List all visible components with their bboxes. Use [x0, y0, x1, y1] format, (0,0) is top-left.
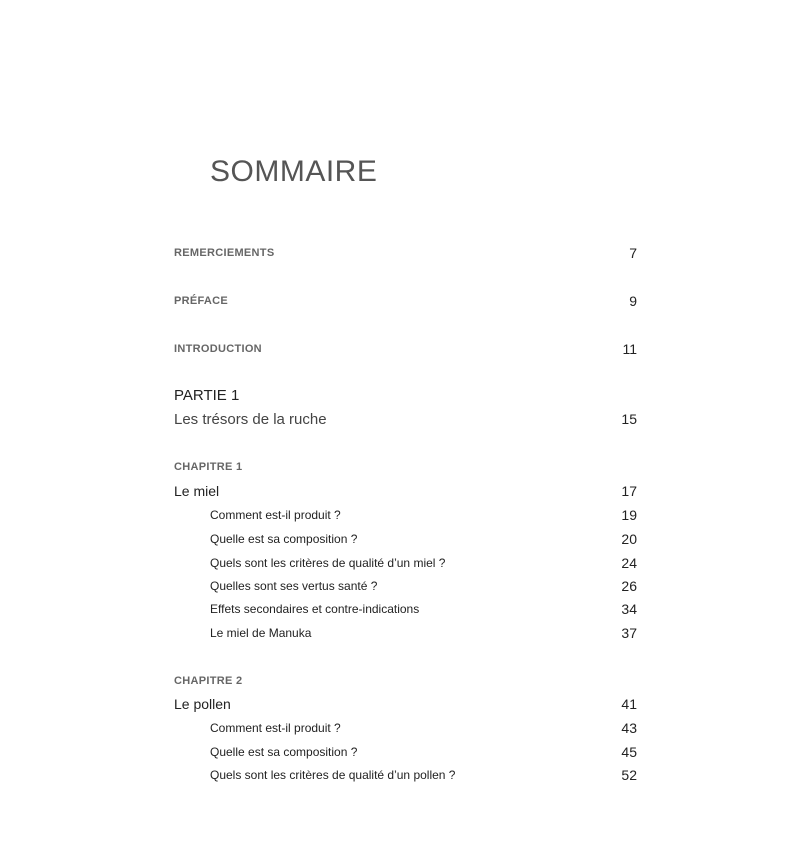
toc-entry-preface	[174, 289, 637, 313]
section-label: Effets secondaires et contre-indications	[210, 602, 420, 616]
page-title: SOMMAIRE	[210, 155, 378, 188]
toc-section-entry	[210, 551, 637, 575]
toc-entry-label: PRÉFACE	[174, 295, 229, 307]
toc-entry-page: 34	[621, 601, 637, 617]
chapter-title: Le pollen	[174, 696, 231, 712]
toc-section-entry	[210, 716, 637, 740]
toc-entry-page: 26	[621, 578, 637, 594]
toc-entry-remerciements	[174, 241, 637, 265]
section-label: Le miel de Manuka	[210, 626, 312, 640]
toc-entry-page: 45	[621, 744, 637, 760]
chapter-title: Le miel	[174, 483, 220, 499]
toc-section-entry	[210, 763, 637, 787]
toc-entry-page: 52	[621, 767, 637, 783]
toc-entry-page: 43	[621, 720, 637, 736]
toc-entry-introduction	[174, 337, 637, 361]
section-label: Comment est-il produit ?	[210, 508, 341, 522]
toc-entry-page: 11	[622, 341, 637, 357]
section-label: Quelle est sa composition ?	[210, 745, 358, 759]
chapter-label: CHAPITRE 2	[174, 675, 243, 687]
section-label: Quelle est sa composition ?	[210, 532, 358, 546]
toc-entry-label: INTRODUCTION	[174, 343, 262, 355]
section-label: Quelles sont ses vertus santé ?	[210, 579, 378, 593]
chapter-label: CHAPITRE 1	[174, 461, 243, 473]
toc-entry-page: 7	[629, 245, 637, 261]
toc-section-entry	[210, 740, 637, 764]
part-heading	[174, 383, 637, 407]
toc-section-entry	[210, 527, 637, 551]
toc-entry-page: 24	[621, 555, 637, 571]
toc-entry-page: 15	[621, 411, 637, 427]
section-label: Quels sont les critères de qualité d’un pollen ?	[210, 768, 456, 782]
toc-section-entry	[210, 621, 637, 645]
toc-entry-page: 17	[621, 483, 637, 499]
section-label: Comment est-il produit ?	[210, 721, 341, 735]
section-label: Quels sont les critères de qualité d’un miel ?	[210, 556, 446, 570]
toc-entry-page: 19	[621, 507, 637, 523]
toc-entry-label: REMERCIEMENTS	[174, 247, 275, 259]
chapter-title-entry	[174, 479, 637, 503]
toc-section-entry	[210, 597, 637, 621]
part-title-entry	[174, 407, 637, 431]
toc-section-entry	[210, 574, 637, 598]
part-heading-label: PARTIE 1	[174, 386, 240, 404]
toc-section-entry	[210, 503, 637, 527]
toc-entry-page: 37	[621, 625, 637, 641]
chapter-title-entry	[174, 692, 637, 716]
toc-entry-page: 9	[629, 293, 637, 309]
toc-entry-page: 41	[621, 696, 637, 712]
part-title-label: Les trésors de la ruche	[174, 410, 327, 428]
toc-entry-page: 20	[621, 531, 637, 547]
